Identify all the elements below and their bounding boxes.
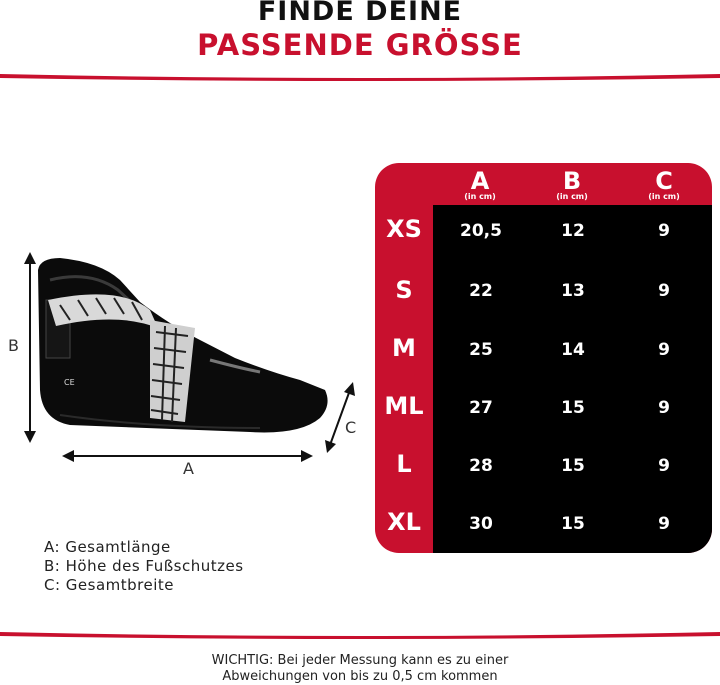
size-table [375, 163, 712, 553]
table-cell: 9 [658, 398, 670, 418]
table-cell: 28 [469, 456, 493, 476]
table-cell: 12 [561, 221, 585, 241]
legend-c: C: Gesamtbreite [44, 576, 175, 594]
svg-text:CE: CE [64, 378, 75, 387]
size-label-xs: XS [386, 215, 422, 243]
dimension-label-b: B [8, 336, 19, 355]
size-label-ml: ML [384, 392, 424, 420]
table-cell: 9 [658, 221, 670, 241]
footer-note-line2: Abweichungen von bis zu 0,5 cm kommen [222, 669, 498, 684]
page-title-line2: PASSENDE GRÖSSE [197, 28, 523, 62]
table-cell: 20,5 [460, 221, 502, 241]
table-cell: 15 [561, 456, 585, 476]
table-cell: 9 [658, 281, 670, 301]
footer-note-line1: WICHTIG: Bei jeder Messung kann es zu einer [211, 653, 509, 668]
size-table-body [433, 205, 712, 553]
table-cell: 15 [561, 398, 585, 418]
dimension-label-c: C [345, 418, 357, 437]
column-header-b: B (in cm) [556, 167, 588, 201]
size-label-s: S [395, 276, 413, 304]
table-cell: 9 [658, 456, 670, 476]
page-title-line1: FINDE DEINE [257, 0, 463, 27]
size-label-l: L [396, 450, 412, 478]
table-cell: 9 [658, 514, 670, 534]
legend-a: A: Gesamtlänge [44, 538, 171, 556]
table-cell: 14 [561, 340, 585, 360]
size-label-m: M [392, 334, 416, 362]
column-header-c: C (in cm) [648, 167, 680, 201]
legend-b: B: Höhe des Fußschutzes [44, 557, 244, 575]
table-cell: 15 [561, 514, 585, 534]
size-label-xl: XL [387, 508, 421, 536]
bottom-divider [0, 628, 720, 642]
table-cell: 30 [469, 514, 493, 534]
table-cell: 9 [658, 340, 670, 360]
dimension-label-a: A [183, 459, 194, 478]
table-cell: 13 [561, 281, 585, 301]
column-header-a: A (in cm) [464, 167, 496, 201]
table-cell: 25 [469, 340, 493, 360]
foot-protector-illustration [0, 240, 370, 480]
top-divider [0, 70, 720, 84]
table-cell: 22 [469, 281, 493, 301]
table-cell: 27 [469, 398, 493, 418]
